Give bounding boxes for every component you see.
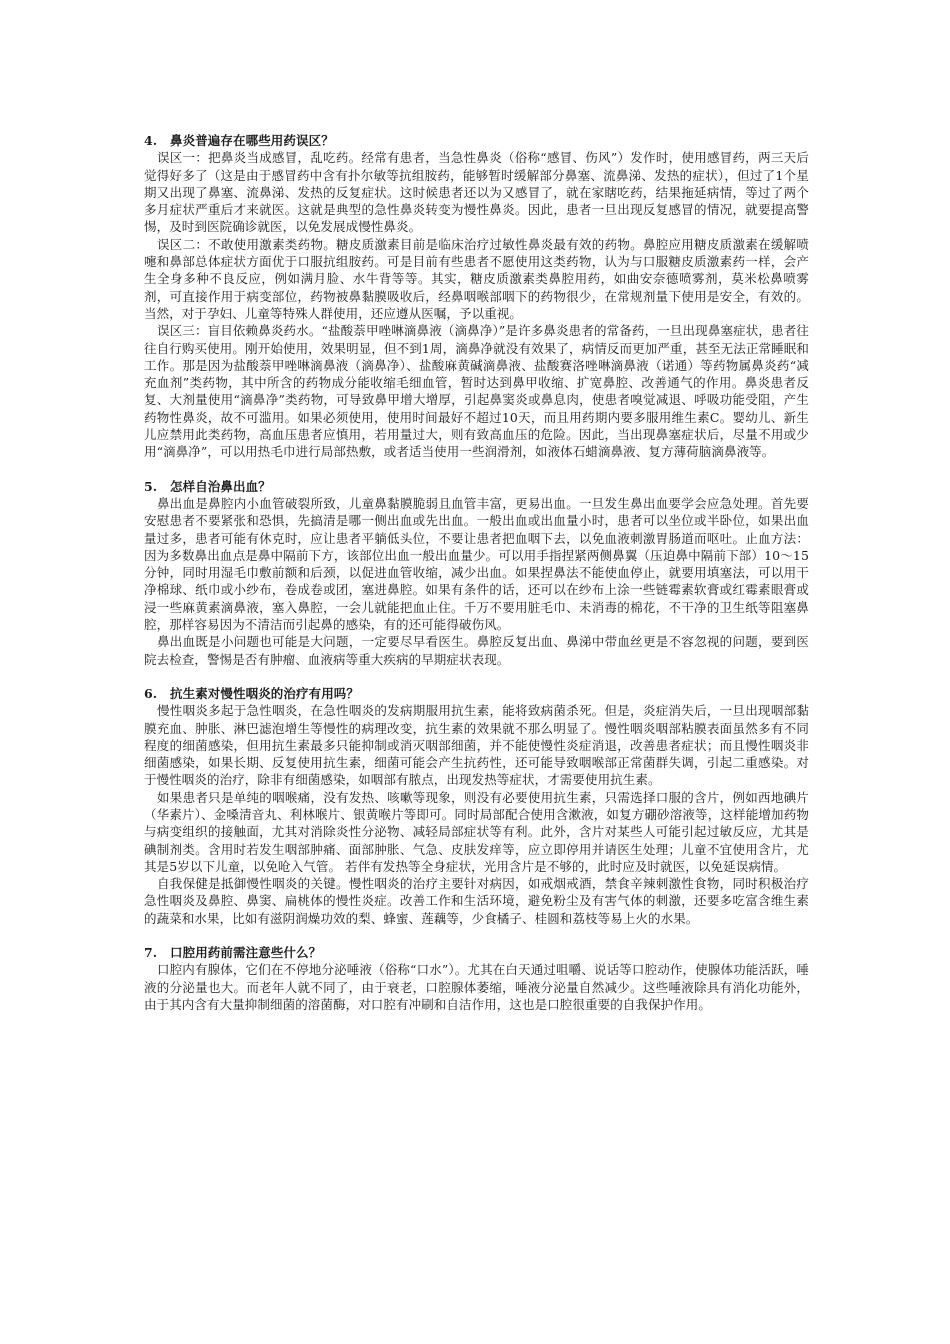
paragraph: 鼻出血既是小问题也可能是大问题，一定要尽早看医生。鼻腔反复出血、鼻涕中带血丝更是不容忽视的问题，要到医院去检查，警惕是否有肿瘤、血液病等重大疾病的早期症状表现。 [144, 634, 809, 667]
paragraph: 慢性咽炎多起于急性咽炎，在急性咽炎的发病期服用抗生素，能将致病菌杀死。但是，炎症消失后，一旦出现咽部黏膜充血、肿胀、淋巴滤泡增生等慢性的病理改变，抗生素的效果就不那么明显了。慢性咽炎咽部粘膜表面虽然多有不同程度的细菌感染，但用抗生素最多只能抑制或消灭咽部细菌，并不能使慢性炎症消退，改善患者症状；而且慢性咽炎非细菌感染，如果长期、反复使用抗生素，细菌可能会产生抗药性，还可能导致咽喉部正常菌群失调，引起二重感染。对于慢性咽炎的治疗，除非有细菌感染，如咽部有脓点，出现发热等症状，才需要使用抗生素。 [144, 703, 809, 788]
section-5 [144, 478, 809, 668]
section-7 [144, 944, 809, 1013]
paragraph: 误区三：盲目依赖鼻炎药水。“盐酸萘甲唑啉滴鼻液（滴鼻净）”是许多鼻炎患者的常备药，一旦出现鼻塞症状，患者往往自行购买使用。刚开始使用，效果明显，但不到1周，滴鼻净就没有效果了，病情反而更加严重，甚至无法正常睡眠和工作。那是因为盐酸萘甲唑啉滴鼻液（滴鼻净）、盐酸麻黄碱滴鼻液、盐酸赛洛唑啉滴鼻液（诺通）等药物属鼻炎药“减充血剂”类药物，其中所含的药物成分能收缩毛细血管，暂时达到鼻甲收缩、扩宽鼻腔、改善通气的作用。鼻炎患者反复、大剂量使用“滴鼻净”类药物，可导致鼻甲增大增厚，引起鼻窦炎或鼻息肉，使患者嗅觉减退、呼吸功能受阻，产生药物性鼻炎，故不可滥用。如果必须使用，使用时间最好不超过10天，而且用药期内要多服用维生素C。婴幼儿、新生儿应禁用此类药物，高血压患者应慎用，若用量过大，则有致高血压的危险。因此，当出现鼻塞症状后，尽量不用或少用“滴鼻净”，可以用热毛巾进行局部热敷，或者适当使用一些润滑剂，如液体石蜡滴鼻液、复方薄荷脑滴鼻液等。 [144, 323, 809, 460]
paragraph: 误区一：把鼻炎当成感冒，乱吃药。经常有患者，当急性鼻炎（俗称“感冒、伤风”）发作时，使用感冒药，两三天后觉得好多了（这是由于感冒药中含有扑尔敏等抗组胺药，能够暂时缓解部分鼻塞、流鼻涕、发热的症状），但过了1个星期又出现了鼻塞、流鼻涕、发热的反复症状。这时候患者还以为又感冒了，就在家瞎吃药，结果拖延病情，等过了两个多月症状严重后才来就医。这就是典型的急性鼻炎转变为慢性鼻炎。因此，患者一旦出现反复感冒的情况，就要提高警惕，及时到医院确诊就医，以免发展成慢性鼻炎。 [144, 150, 809, 235]
paragraph: 如果患者只是单纯的咽喉痛，没有发热、咳嗽等现象，则没有必要使用抗生素，只需选择口服的含片，例如西地碘片（华素片）、金嗓清音丸、利林喉片、银黄喉片等即可。同时局部配合使用含漱液，如复方硼砂溶液等，这样能增加药物与病变组织的接触面，尤其对消除炎性分泌物、减轻局部症状等有利。此外，含片对某些人可能引起过敏反应，尤其是碘制剂类。含用时若发生咽部肿痛、面部肿胀、气急、皮肤发痒等，应立即停用并请医生处理；儿童不宜使用含片，尤其是5岁以下儿童，以免呛入气管。 若伴有发热等全身症状，光用含片是不够的，此时应及时就医，以免延误病情。 [144, 789, 809, 874]
section-title: 抗生素对慢性咽炎的治疗有用吗？ [170, 685, 360, 701]
section-heading [144, 478, 809, 495]
section-6 [144, 685, 809, 927]
section-number: 4. [144, 133, 158, 148]
section-number: 6. [144, 685, 158, 701]
section-heading [144, 685, 809, 702]
paragraph: 误区二：不敢使用激素类药物。糖皮质激素目前是临床治疗过敏性鼻炎最有效的药物。鼻腔应用糖皮质激素在缓解喷嚏和鼻部总体症状方面优于口服抗组胺药。可是目前有些患者不愿使用这类药物，认为与口服糖皮质激素药一样，会产生全身多种不良反应，例如满月脸、水牛背等等。其实，糖皮质激素类鼻腔用药，如曲安奈德喷雾剂，莫米松鼻喷雾剂，可直接作用于病变部位，药物被鼻黏膜吸收后，经鼻咽喉部咽下的药物很少，在常规剂量下使用是安全，有效的。当然，对于孕妇、儿童等特殊人群使用，还应遵从医嘱，予以重视。 [144, 236, 809, 321]
section-heading [144, 132, 809, 149]
section-number: 7. [144, 945, 158, 961]
document-page [144, 132, 809, 1030]
paragraph: 自我保健是抵御慢性咽炎的关键。慢性咽炎的治疗主要针对病因，如戒烟戒酒，禁食辛辣刺激性食物，同时积极治疗急性咽炎及鼻腔、鼻窦、扁桃体的慢性炎症。改善工作和生活环境，避免粉尘及有害气体的刺激，还要多吃富含维生素的蔬菜和水果，比如有滋阴润燥功效的梨、蜂蜜、莲藕等，少食橘子、桂圆和荔枝等易上火的水果。 [144, 876, 809, 926]
section-title: 鼻炎普遍存在哪些用药误区？ [170, 133, 334, 148]
paragraph: 鼻出血是鼻腔内小血管破裂所致，儿童鼻黏膜脆弱且血管丰富，更易出血。一旦发生鼻出血要学会应急处理。首先要安慰患者不要紧张和恐惧，先搞清是哪一侧出血或先出血。一般出血或出血量小时，患者可以坐位或半卧位，如果出血量过多，患者可能有休克时，应让患者平躺低头位，不要让患者把血咽下去，以免血液刺激胃肠道而呕吐。止血方法：因为多数鼻出血点是鼻中隔前下方，该部位出血一般出血量少。可以用手指捏紧两侧鼻翼（压迫鼻中隔前下部）10～15分钟，同时用湿毛巾敷前额和后颈，以促进血管收缩，减少出血。如果捏鼻法不能使血停止，就要用填塞法，可以用干净棉球、纸巾或小纱布，卷成卷或团，塞进鼻腔。如果有条件的话，还可以在纱布上涂一些链霉素软膏或红霉素眼膏或浸一些麻黄素滴鼻液，塞入鼻腔，一会儿就能把血止住。千万不要用脏毛巾、未消毒的棉花，不干净的卫生纸等阻塞鼻腔，那样容易因为不清洁而引起鼻的感染，有的还可能得破伤风。 [144, 495, 809, 633]
paragraph: 口腔内有腺体，它们在不停地分泌唾液（俗称“口水”）。尤其在白天通过咀嚼、说话等口腔动作，使腺体功能活跃，唾液的分泌量也大。而老年人就不同了，由于衰老，口腔腺体萎缩，唾液分泌量自然减少。这些唾液除具有消化功能外，由于其内含有大量抑制细菌的溶菌酶，对口腔有冲刷和自洁作用，这也是口腔很重要的自我保护作用。 [144, 962, 809, 1012]
section-title: 口腔用药前需注意些什么？ [170, 945, 322, 961]
section-heading [144, 944, 809, 961]
section-4 [144, 132, 809, 461]
section-title: 怎样自治鼻出血？ [170, 478, 271, 494]
section-number: 5. [144, 478, 158, 494]
